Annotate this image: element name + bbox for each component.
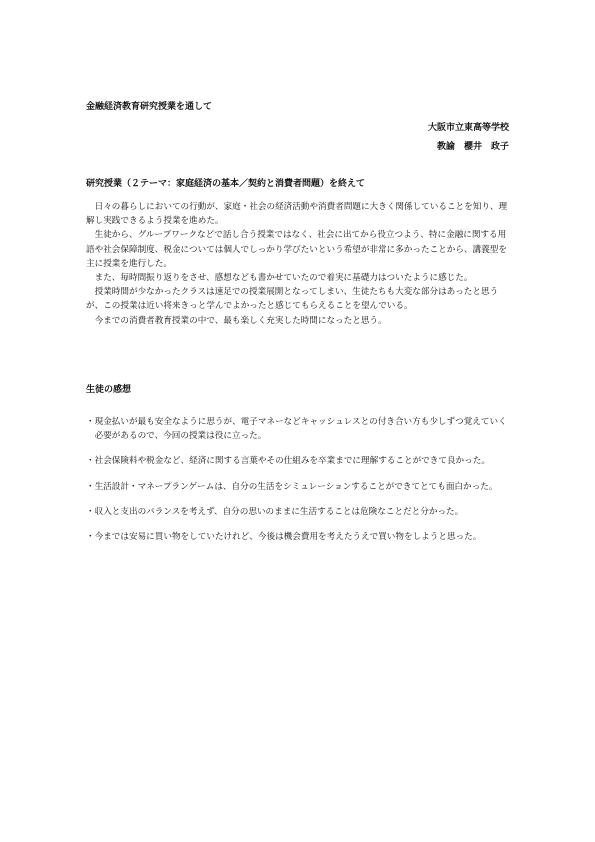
bullet-mark: ・	[86, 417, 95, 427]
section-heading-lesson: 研究授業（２テーマ：家庭経済の基本／契約と消費者問題）を終えて	[86, 179, 366, 189]
bullet-mark: ・	[86, 532, 95, 543]
voice-text: 生活設計・マネープランゲームは、自分の生活をシミュレーションすることができてとても面白かった。	[94, 481, 498, 492]
bullet-mark: ・	[86, 456, 95, 467]
voice-text: 収入と支出のバランスを考えず、自分の思いのままに生活することは危険なことだと分かった。	[94, 506, 464, 517]
list-item	[86, 530, 512, 544]
list-item	[86, 480, 512, 494]
list-item	[86, 415, 512, 443]
paragraph: 今までの消費者教育授業の中で、最も楽しく充実した時間になったと思う。	[94, 315, 387, 326]
author-name: 教諭 櫻井 政子	[436, 142, 509, 152]
bullet-mark: ・	[86, 506, 95, 517]
paragraph: 日々の暮らしにおいての行動が、家庭・社会の経済活動や消費者問題に大きく関係していることを知り、理解し実践できるよう授業を進めた。	[86, 202, 508, 227]
school-name: 大阪市立東高等学校	[427, 123, 509, 133]
voice-text: 現金払いが最も安全なように思うが、電子マネーなどキャッシュレスとの付き合い方も少しずつ覚えていく必要があるので、今回の授業は役に立った。	[94, 417, 507, 442]
bullet-mark: ・	[86, 481, 95, 492]
document-title: 金融経済教育研究授業を通して	[86, 102, 213, 112]
paragraph: 授業時間が少なかったクラスは速足での授業展開となってしまい、生徒たちも大変な部分はあったと思うが、この授業は近い将来きっと学んでよかったと感じてもらえることを望んでいる。	[86, 287, 499, 312]
paragraph: また、毎時間振り返りをさせ、感想なども書かせていたので着実に基礎力はついたように感じた。	[94, 273, 473, 284]
list-item	[86, 505, 512, 519]
voice-text: 今までは安易に買い物をしていたけれど、今後は機会費用を考えたうえで買い物をしようと思った。	[94, 532, 482, 543]
lesson-reflection-body	[86, 200, 512, 328]
paragraph: 生徒から、グループワークなどで話し合う授業ではなく、社会に出てから役立つよう、特に金融に関する用語や社会保障制度、税金については個人でしっかり学びたいという希望が非常に多かったことから、講義型を主に授業を進行した。	[86, 230, 507, 269]
section-heading-student-voices: 生徒の感想	[86, 385, 132, 395]
student-voices-list	[86, 415, 512, 555]
voice-text: 社会保険料や税金など、経済に関する言葉やその仕組みを卒業までに理解することができて良かった。	[94, 456, 490, 467]
list-item	[86, 454, 512, 468]
